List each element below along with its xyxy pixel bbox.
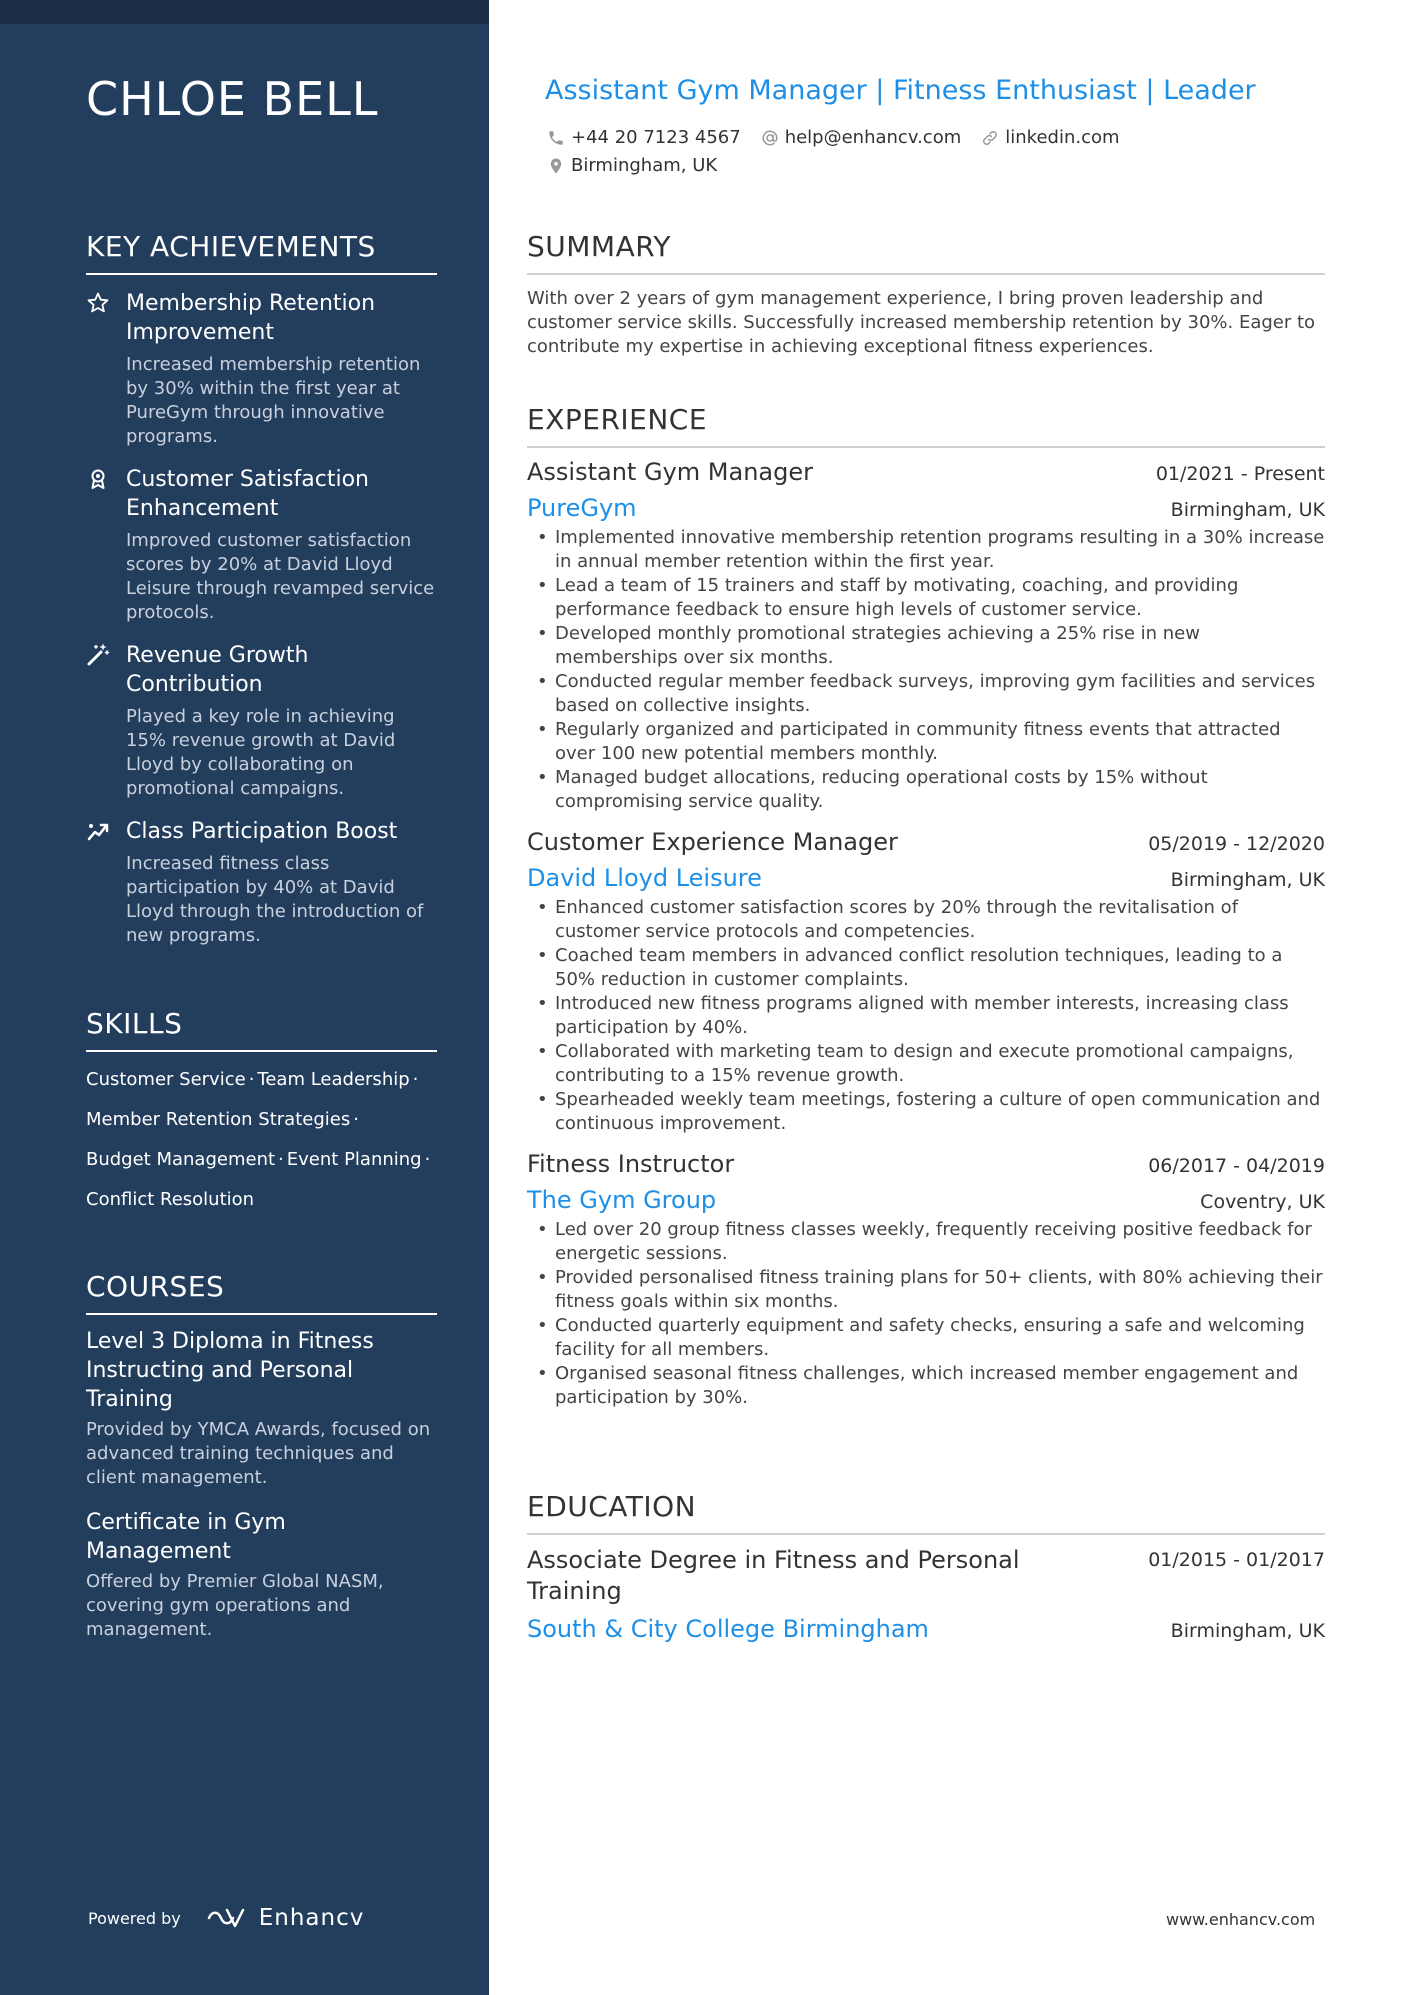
email-text[interactable]: help@enhancv.com xyxy=(784,127,962,148)
job-bullet: • Lead a team of 15 trainers and staff by motivating, coaching, and providing performance feedback to ensure high levels of customer service. xyxy=(527,574,1325,622)
job-bullet: • Coached team members in advanced conflict resolution techniques, leading to a 50% reduction in customer complaints. xyxy=(527,944,1325,992)
course-title: Level 3 Diploma in Fitness Instructing and Personal Training xyxy=(86,1329,374,1412)
achievement-title: Revenue Growth Contribution xyxy=(126,643,309,697)
job-entry xyxy=(527,1150,1325,1410)
job-bullet: • Collaborated with marketing team to design and execute promotional campaigns, contributing to a 15% revenue growth. xyxy=(527,1040,1325,1088)
skill-item: Budget Management xyxy=(86,1149,276,1170)
skill-line: Customer Service · Team Leadership · xyxy=(86,1069,419,1090)
enhancv-brand: Enhancv xyxy=(258,1905,365,1931)
job-location: Coventry, UK xyxy=(1200,1191,1325,1213)
skills-list xyxy=(86,1062,437,1218)
job-entry xyxy=(527,458,1325,814)
job-bullet: • Spearheaded weekly team meetings, fostering a culture of open communication and continuous improvement. xyxy=(527,1088,1325,1136)
phone-text: +44 20 7123 4567 xyxy=(571,127,741,148)
phone-contact xyxy=(547,124,741,152)
skill-item: Team Leadership xyxy=(257,1069,410,1090)
achievement-item xyxy=(86,641,437,801)
experience-heading: EXPERIENCE xyxy=(527,403,1325,448)
courses-section xyxy=(86,1270,437,1642)
achievement-title: Customer Satisfaction Enhancement xyxy=(126,467,369,521)
job-bullet: • Conducted regular member feedback surveys, improving gym facilities and services based on collective insights. xyxy=(527,670,1325,718)
link-icon xyxy=(981,129,999,147)
star-icon xyxy=(86,291,110,315)
skill-line: Budget Management · Event Planning · xyxy=(86,1149,431,1170)
skill-item: Event Planning xyxy=(286,1149,422,1170)
course-title: Certificate in Gym Management xyxy=(86,1510,286,1564)
job-bullet: • Regularly organized and participated in community fitness events that attracted over 100 new potential members monthly. xyxy=(527,718,1325,766)
job-location: Birmingham, UK xyxy=(1170,499,1325,521)
phone-icon xyxy=(547,129,565,147)
course-desc: Offered by Premier Global NASM, covering gym operations and management. xyxy=(86,1571,384,1640)
skill-line xyxy=(86,1182,437,1218)
job-bullets xyxy=(527,526,1325,814)
education-entry xyxy=(527,1545,1325,1643)
job-bullet: • Provided personalised fitness training plans for 50+ clients, with 80% achieving their fitness goals within six months. xyxy=(527,1266,1325,1314)
candidate-name: CHLOE BELL xyxy=(86,72,379,126)
course-desc: Provided by YMCA Awards, focused on advanced training techniques and client management. xyxy=(86,1419,431,1488)
skill-item: Conflict Resolution xyxy=(86,1189,255,1210)
skill-item: Member Retention Strategies xyxy=(86,1109,351,1130)
magic-wand-icon xyxy=(86,643,110,667)
at-icon xyxy=(761,129,779,147)
job-bullet: • Implemented innovative membership retention programs resulting in a 30% increase in annual member retention within the first year. xyxy=(527,526,1325,574)
location-text: Birmingham, UK xyxy=(571,155,718,176)
job-bullets xyxy=(527,896,1325,1136)
job-bullet: • Managed budget allocations, reducing operational costs by 15% without compromising service quality. xyxy=(527,766,1325,814)
summary-text: With over 2 years of gym management experience, I bring proven leadership and customer service skills. Successfully increased membership retention by 30%. Eager to contribute my expertise in achieving exceptional fitness experiences. xyxy=(527,288,1316,357)
contact-info xyxy=(547,124,1140,180)
job-title: Assistant Gym Manager xyxy=(527,458,813,486)
job-bullet: • Led over 20 group fitness classes weekly, frequently receiving positive feedback for energetic sessions. xyxy=(527,1218,1325,1266)
award-icon xyxy=(86,467,110,491)
job-bullet: • Organised seasonal fitness challenges, which increased member engagement and participation by 30%. xyxy=(527,1362,1325,1410)
job-company: The Gym Group xyxy=(527,1186,717,1214)
job-dates: 06/2017 - 04/2019 xyxy=(1148,1155,1325,1177)
linkedin-text[interactable]: linkedin.com xyxy=(1005,127,1120,148)
job-bullet: • Introduced new fitness programs aligned with member interests, increasing class participation by 40%. xyxy=(527,992,1325,1040)
degree-title: Associate Degree in Fitness and Personal Training xyxy=(527,1546,1020,1605)
job-dates: 01/2021 - Present xyxy=(1155,463,1325,485)
summary-heading: SUMMARY xyxy=(527,230,1325,275)
achievement-title: Class Participation Boost xyxy=(126,819,398,844)
footer-url[interactable]: www.enhancv.com xyxy=(1166,1910,1316,1929)
education-dates: 01/2015 - 01/2017 xyxy=(1148,1549,1325,1571)
key-achievements-heading: KEY ACHIEVEMENTS xyxy=(86,230,437,275)
achievement-desc: Played a key role in achieving 15% revenue growth at David Lloyd by collaborating on promotional campaigns. xyxy=(126,706,396,799)
course-item xyxy=(86,1508,437,1642)
achievement-item xyxy=(86,817,437,948)
job-bullet: • Conducted quarterly equipment and safety checks, ensuring a safe and welcoming facility for all members. xyxy=(527,1314,1325,1362)
achievement-item xyxy=(86,465,437,625)
headline: Assistant Gym Manager | Fitness Enthusiast | Leader xyxy=(545,75,1256,106)
achievement-desc: Increased fitness class participation by 40% at David Lloyd through the introduction of new programs. xyxy=(126,853,424,946)
achievement-title: Membership Retention Improvement xyxy=(126,291,376,345)
skills-section xyxy=(86,1007,437,1222)
school-name: South & City College Birmingham xyxy=(527,1615,929,1643)
achievement-desc: Increased membership retention by 30% within the first year at PureGym through innovative programs. xyxy=(126,354,421,447)
location-pin-icon xyxy=(547,157,565,175)
education-heading: EDUCATION xyxy=(527,1490,1325,1535)
job-company: PureGym xyxy=(527,494,637,522)
job-title: Customer Experience Manager xyxy=(527,828,898,856)
courses-heading: COURSES xyxy=(86,1270,437,1315)
key-achievements-section xyxy=(86,230,437,948)
sidebar xyxy=(0,0,489,1995)
education-section xyxy=(527,1490,1325,1643)
education-location: Birmingham, UK xyxy=(1170,1620,1325,1642)
trend-up-icon xyxy=(86,819,110,843)
email-contact[interactable] xyxy=(761,124,962,152)
achievement-desc: Improved customer satisfaction scores by 20% at David Lloyd Leisure through revamped service protocols. xyxy=(126,530,435,623)
powered-by-label: Powered by xyxy=(88,1908,181,1928)
job-bullet: • Developed monthly promotional strategies achieving a 25% rise in new memberships over six months. xyxy=(527,622,1325,670)
enhancv-logo-icon xyxy=(205,1906,249,1930)
job-company: David Lloyd Leisure xyxy=(527,864,762,892)
location-contact xyxy=(547,152,717,180)
job-bullet: • Enhanced customer satisfaction scores by 20% through the revitalisation of customer service protocols and competencies. xyxy=(527,896,1325,944)
skill-line: Member Retention Strategies · xyxy=(86,1109,359,1130)
achievement-item xyxy=(86,289,437,449)
skills-heading: SKILLS xyxy=(86,1007,437,1052)
job-title: Fitness Instructor xyxy=(527,1150,735,1178)
powered-by xyxy=(88,1905,364,1931)
skill-item: Customer Service xyxy=(86,1069,246,1090)
course-item xyxy=(86,1327,437,1490)
job-location: Birmingham, UK xyxy=(1170,869,1325,891)
experience-section xyxy=(527,403,1325,1410)
summary-section xyxy=(527,230,1325,359)
job-entry xyxy=(527,828,1325,1136)
job-dates: 05/2019 - 12/2020 xyxy=(1148,833,1325,855)
linkedin-contact[interactable] xyxy=(981,124,1119,152)
sidebar-top-bar xyxy=(0,0,489,24)
job-bullets xyxy=(527,1218,1325,1410)
